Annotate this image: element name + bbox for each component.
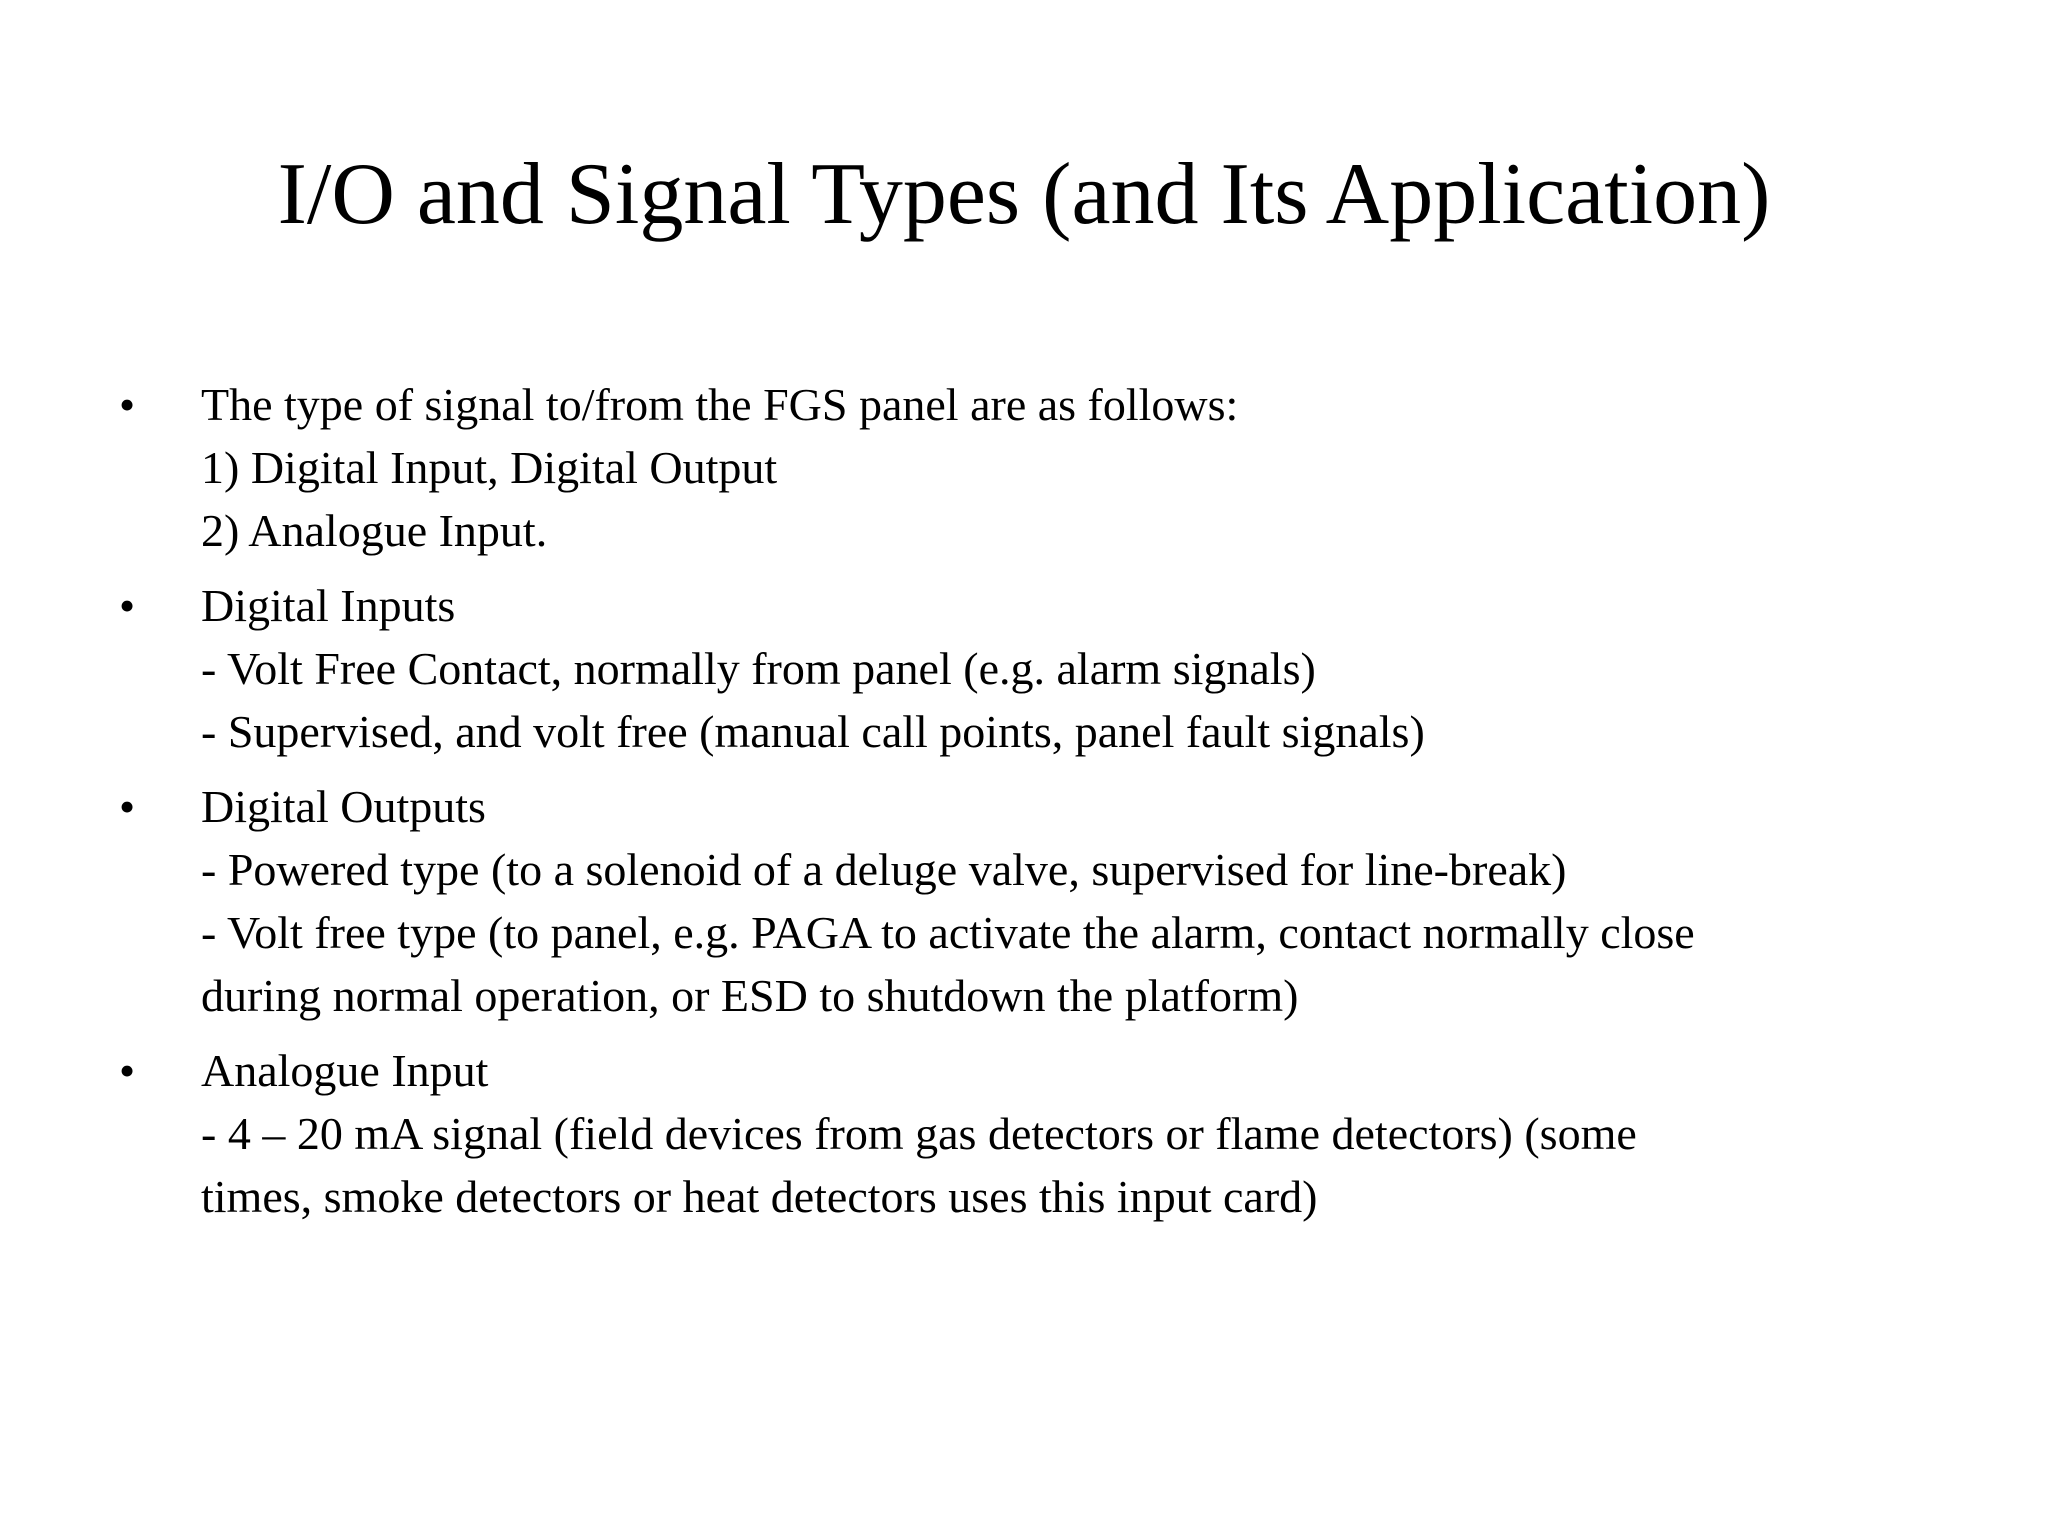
bullet-text: - Powered type (to a solenoid of a deluge valve, supervised for line-break)	[201, 844, 1567, 895]
bullet-text: - Supervised, and volt free (manual call points, panel fault signals)	[201, 706, 1425, 757]
bullet-text: - 4 – 20 mA signal (field devices from gas detectors or flame detectors) (some	[201, 1108, 1637, 1159]
bullet-text: - Volt free type (to panel, e.g. PAGA to activate the alarm, contact normally close	[201, 907, 1695, 958]
bullet-text: times, smoke detectors or heat detectors uses this input card)	[201, 1171, 1318, 1222]
bullet-item-digital-outputs	[0, 775, 1901, 1027]
bullet-text: - Volt Free Contact, normally from panel (e.g. alarm signals)	[201, 643, 1316, 694]
slide-title: I/O and Signal Types (and Its Application)	[277, 146, 1771, 243]
bullet-text: Digital Inputs	[201, 580, 456, 631]
bullet-icon: •	[119, 781, 136, 832]
bullet-icon: •	[119, 1045, 136, 1096]
bullet-text: Analogue Input	[201, 1045, 489, 1096]
bullet-text: during normal operation, or ESD to shutdown the platform)	[201, 970, 1299, 1021]
bullet-icon: •	[119, 379, 136, 430]
bullet-text: Digital Outputs	[201, 781, 486, 832]
bullet-list	[0, 373, 2048, 1240]
bullet-text: The type of signal to/from the FGS panel are as follows:	[201, 379, 1239, 430]
bullet-item-analogue-input	[0, 1039, 1901, 1228]
bullet-text: 1) Digital Input, Digital Output	[201, 442, 778, 493]
bullet-text: 2) Analogue Input.	[201, 505, 548, 556]
bullet-icon: •	[119, 580, 136, 631]
bullet-item-digital-inputs	[0, 574, 1901, 763]
bullet-item-signal-types	[0, 373, 1901, 562]
